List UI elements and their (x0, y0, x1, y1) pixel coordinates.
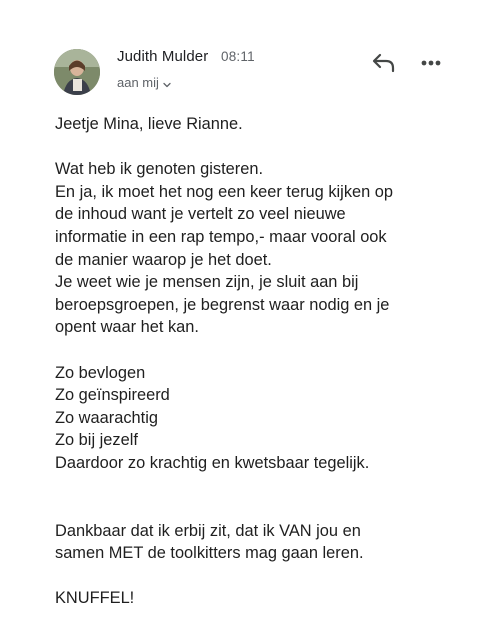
avatar-photo (54, 49, 100, 95)
body-line: Je weet wie je mensen zijn, je sluit aan bij (55, 273, 359, 292)
closing-line: KNUFFEL! (55, 589, 135, 608)
body-line: Zo geïnspireerd (55, 386, 170, 405)
message-body (55, 113, 475, 610)
sender-name: Judith Mulder (117, 48, 209, 65)
paragraph-spacer (55, 339, 475, 362)
paragraph-spacer (55, 565, 475, 588)
chevron-down-icon (162, 78, 172, 88)
recipient-label: aan mij (117, 75, 159, 90)
message-time: 08:11 (221, 49, 255, 64)
body-line: samen MET de toolkitters mag gaan leren. (55, 544, 364, 563)
body-line: Zo bevlogen (55, 363, 146, 382)
body-line: Daardoor zo krachtig en kwetsbaar tegelijk. (55, 453, 370, 472)
reply-button[interactable] (369, 48, 399, 78)
more-horizontal-icon (416, 48, 446, 78)
greeting-line: Jeetje Mina, lieve Rianne. (55, 115, 243, 133)
body-line: informatie in een rap tempo,- maar vooral ook (55, 227, 387, 246)
reply-icon (369, 48, 399, 78)
sender-avatar[interactable] (54, 49, 100, 95)
more-options-button[interactable] (416, 48, 446, 78)
paragraph-spacer (55, 136, 475, 159)
body-line: Zo bij jezelf (55, 431, 138, 450)
paragraph-spacer (55, 475, 475, 520)
body-line: beroepsgroepen, je begrenst waar nodig en je (55, 295, 390, 314)
body-line: Dankbaar dat ik erbij zit, dat ik VAN jou en (55, 521, 361, 540)
recipient-toggle[interactable] (117, 75, 172, 90)
body-line: opent waar het kan. (55, 318, 199, 337)
body-line: Wat heb ik genoten gisteren. (55, 160, 264, 179)
body-line: En ja, ik moet het nog een keer terug kijken op (55, 182, 394, 201)
message-header (0, 0, 500, 110)
body-line: de inhoud want je vertelt zo veel nieuwe (55, 205, 346, 224)
body-line: Zo waarachtig (55, 408, 158, 427)
body-line: de manier waarop je het doet. (55, 250, 272, 269)
